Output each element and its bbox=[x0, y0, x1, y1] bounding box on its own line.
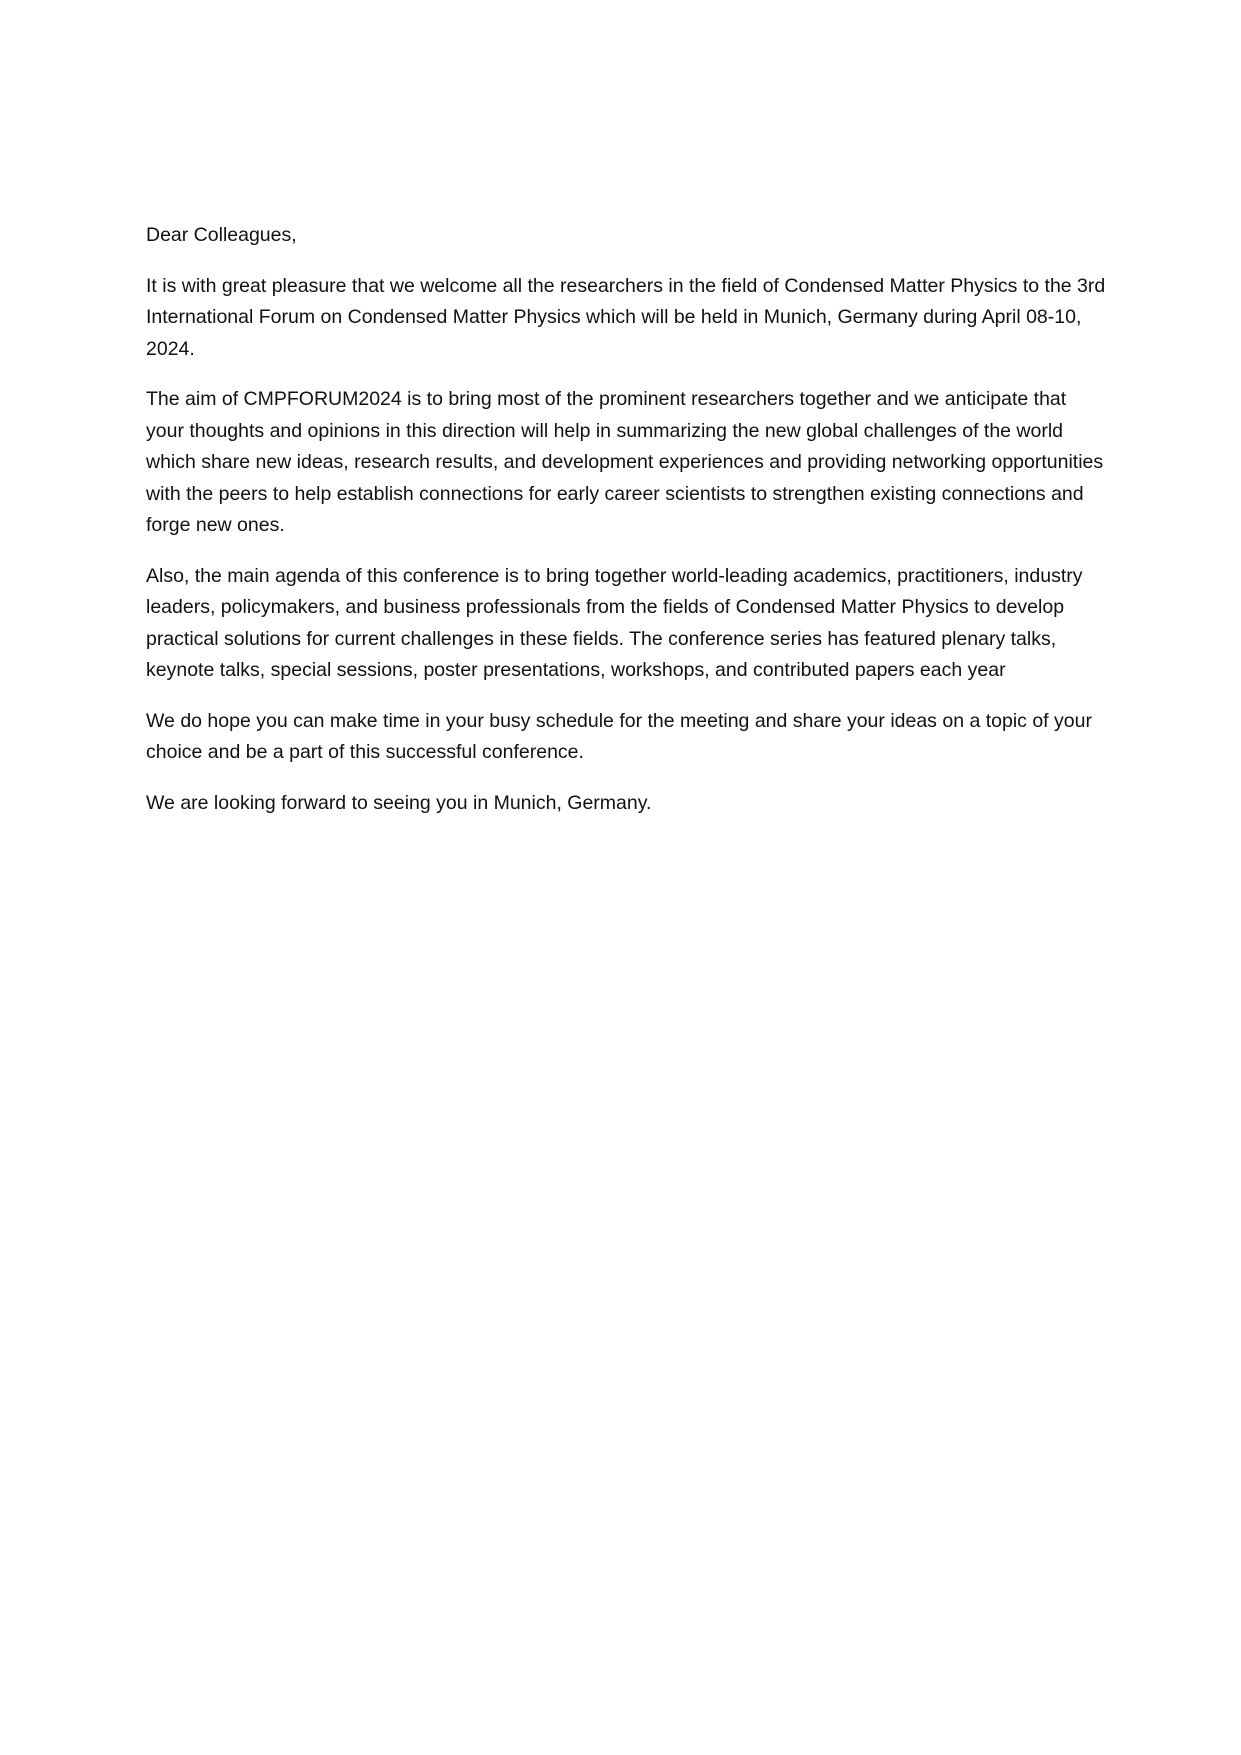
salutation: Dear Colleagues, bbox=[146, 224, 297, 246]
paragraph-agenda: Also, the main agenda of this conference is to bring together world-leading academics, practitioners, industry leaders, policymakers, and business professionals from the fields of Condensed Matter Physics to develop practical solutions for current challenges in these fields. The conference series has featured plenary talks, keynote talks, special sessions, poster presentations, workshops, and contributed papers each year bbox=[146, 564, 1083, 681]
paragraph-aim: The aim of CMPFORUM2024 is to bring most of the prominent researchers together and we anticipate that your thoughts and opinions in this direction will help in summarizing the new global challenges of the world which share new ideas, research results, and development experiences and providing networking opportunities with the peers to help establish connections for early career scientists to strengthen existing connections and forge new ones. bbox=[146, 388, 1104, 536]
paragraph-invitation: We do hope you can make time in your busy schedule for the meeting and share your ideas on a topic of your choice and be a part of this successful conference. bbox=[146, 709, 1092, 763]
welcome-letter bbox=[146, 220, 1106, 838]
paragraph-welcome: It is with great pleasure that we welcome all the researchers in the field of Condensed Matter Physics to the 3rd International Forum on Condensed Matter Physics which will be held in Munich, Germany during April 08-10, 2024. bbox=[146, 274, 1106, 360]
paragraph-closing: We are looking forward to seeing you in Munich, Germany. bbox=[146, 791, 652, 814]
